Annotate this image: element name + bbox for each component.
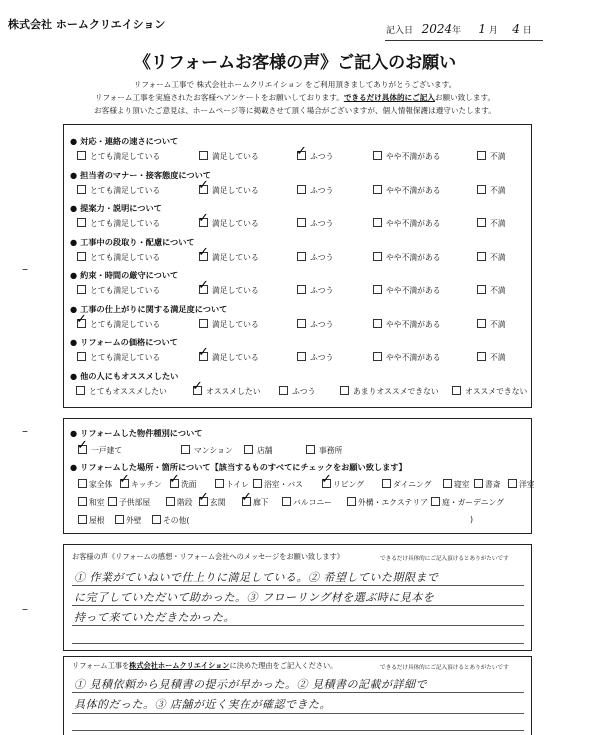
survey-option[interactable]: [199, 285, 259, 296]
place-option[interactable]: [166, 497, 193, 508]
checkbox[interactable]: [181, 445, 190, 454]
checkbox[interactable]: [477, 285, 486, 294]
checkbox[interactable]: [297, 252, 306, 261]
checkbox[interactable]: [373, 352, 382, 361]
survey-option-label: とてもオススメしたい: [89, 386, 167, 396]
place-option-label: 庭・ガーデニング: [442, 498, 504, 507]
checkbox[interactable]: [297, 218, 306, 227]
satisfaction-survey-box: [63, 124, 532, 408]
checkbox[interactable]: [373, 151, 382, 160]
survey-question-1: ● 対応・連絡の速さについて: [70, 136, 178, 147]
checkbox[interactable]: [76, 386, 85, 395]
checkbox[interactable]: [77, 151, 86, 160]
checkbox[interactable]: [282, 497, 291, 506]
checkbox[interactable]: [77, 285, 86, 294]
checkbox[interactable]: [253, 479, 262, 488]
survey-option-label: 満足している: [212, 252, 259, 262]
survey-option-label: やや不満がある: [386, 319, 441, 329]
survey-option-label: やや不満がある: [386, 286, 441, 295]
checkbox[interactable]: [115, 515, 124, 524]
checkbox[interactable]: [508, 479, 517, 488]
survey-option[interactable]: [477, 319, 506, 330]
place-option-label: その他(: [163, 516, 190, 525]
survey-option-label: 不満: [490, 152, 506, 161]
date-underline: [385, 40, 543, 41]
checkbox[interactable]: [477, 352, 486, 361]
date-label: 記入日: [386, 26, 414, 36]
survey-option[interactable]: [452, 386, 527, 397]
checkbox[interactable]: [297, 319, 306, 328]
survey-option[interactable]: [373, 218, 441, 229]
survey-option[interactable]: [297, 252, 333, 263]
checkbox[interactable]: [166, 497, 175, 506]
survey-option-label: やや不満がある: [386, 185, 441, 195]
intro-line-2c: お願い致します。: [434, 93, 496, 102]
property-option-label: マンション: [194, 446, 233, 455]
survey-option-label: やや不満がある: [386, 152, 441, 161]
survey-option-label: とても満足している: [90, 185, 161, 195]
place-option-label: 玄関: [210, 498, 226, 507]
survey-option-label: 不満: [490, 286, 506, 295]
place-option-label: 外壁: [126, 516, 142, 525]
intro-line-2: [0, 91, 590, 104]
reason-text-1: ① 見積依頼から見積書の提示が早かった。② 見積書の記載が詳細で: [74, 678, 427, 691]
place-option-label: 階段: [177, 498, 193, 507]
survey-option-label: ふつう: [310, 185, 334, 195]
checkbox[interactable]: [77, 218, 86, 227]
other-close-paren: ): [470, 515, 474, 524]
checked-checkbox[interactable]: [170, 479, 179, 488]
survey-option-label: 不満: [490, 353, 506, 362]
survey-option[interactable]: [193, 386, 261, 397]
checkbox[interactable]: [373, 319, 382, 328]
survey-option[interactable]: [199, 218, 259, 229]
survey-option-label: 満足している: [212, 353, 259, 362]
place-option[interactable]: [508, 479, 535, 490]
survey-option[interactable]: [77, 319, 160, 330]
survey-option-label: とても満足している: [90, 286, 161, 295]
survey-option[interactable]: [297, 319, 333, 330]
place-option[interactable]: [382, 479, 431, 490]
write-line: [72, 730, 524, 731]
survey-option[interactable]: [477, 185, 506, 196]
place-option-label: 洋室: [519, 480, 535, 489]
reason-label-b: に決めた理由をご記入ください。: [229, 661, 338, 670]
place-option[interactable]: [282, 497, 332, 508]
checkbox[interactable]: [77, 185, 86, 194]
survey-option[interactable]: [297, 352, 333, 363]
company-name: 株式会社 ホームクリエイション: [8, 18, 166, 31]
survey-option-label: 不満: [490, 252, 506, 262]
survey-option-label: ふつう: [310, 252, 334, 262]
survey-option[interactable]: [477, 352, 506, 363]
place-option[interactable]: [120, 479, 162, 490]
checkbox[interactable]: [77, 252, 86, 261]
property-question: ● リフォームした物件種別について: [70, 428, 202, 439]
checkbox[interactable]: [477, 218, 486, 227]
survey-option-label: 満足している: [212, 319, 259, 329]
checkbox[interactable]: [215, 479, 224, 488]
place-option-label: 和室: [89, 498, 105, 507]
place-option[interactable]: [443, 479, 470, 490]
survey-option[interactable]: [199, 185, 259, 196]
survey-question-2: ● 担当者のマナー・接客態度について: [70, 170, 211, 181]
write-line: [72, 605, 524, 606]
write-line: [72, 625, 524, 626]
survey-option-label: とても満足している: [90, 219, 161, 228]
survey-option[interactable]: [373, 285, 441, 296]
survey-option[interactable]: [77, 185, 160, 196]
place-option[interactable]: [242, 497, 269, 508]
date-year: 2024: [421, 22, 453, 36]
place-option-label: 洗面: [181, 480, 197, 489]
survey-option[interactable]: [373, 252, 441, 263]
margin-mark: –: [22, 424, 28, 438]
survey-option[interactable]: [373, 185, 441, 196]
checkbox[interactable]: [78, 479, 87, 488]
survey-option-label: 満足している: [212, 185, 259, 195]
checked-checkbox[interactable]: [242, 497, 251, 506]
margin-mark: –: [22, 602, 28, 616]
place-option-label: リビング: [333, 480, 365, 489]
property-option[interactable]: [306, 445, 342, 456]
checkbox[interactable]: [78, 497, 87, 506]
survey-option[interactable]: [477, 285, 506, 296]
write-line: [72, 585, 524, 586]
reason-company: 株式会社ホームクリエイション: [129, 661, 230, 670]
place-option-label: 屋根: [89, 516, 105, 525]
survey-option-label: 満足している: [212, 152, 259, 161]
survey-option[interactable]: [77, 352, 160, 363]
place-option-label: バルコニー: [293, 498, 332, 507]
survey-option-label: やや不満がある: [386, 252, 441, 262]
checkbox[interactable]: [373, 252, 382, 261]
survey-option[interactable]: [297, 218, 333, 229]
places-question: ● リフォームした場所・箇所について【該当するものすべてにチェックをお願い致します】: [70, 462, 407, 473]
checked-checkbox[interactable]: [120, 479, 129, 488]
survey-option-label: やや不満がある: [386, 353, 441, 362]
survey-option-label: ふつう: [310, 319, 334, 329]
date-month-unit: 月: [488, 26, 498, 36]
checkbox[interactable]: [77, 352, 86, 361]
checked-checkbox[interactable]: [193, 386, 202, 395]
checkbox[interactable]: [347, 497, 356, 506]
checked-checkbox[interactable]: [297, 151, 306, 160]
survey-option[interactable]: [199, 319, 259, 330]
checked-checkbox[interactable]: [199, 352, 208, 361]
survey-question-8: ● 他の人にもオススメしたい: [70, 371, 178, 382]
place-option-label: 外構・エクステリア: [358, 498, 428, 507]
intro-line-2a: リフォーム工事を実施されたお客様へアンケートをお願いしております。: [94, 93, 344, 102]
checkbox[interactable]: [199, 319, 208, 328]
checkbox[interactable]: [297, 352, 306, 361]
checkbox[interactable]: [477, 151, 486, 160]
survey-option-label: とても満足している: [90, 152, 161, 161]
intro-line-3: お客様より頂いたご意見は、ホームページ等に掲載させて頂く場合がございますが、個人情報保護は遵守いたします。: [94, 106, 496, 115]
customer-voice-text-3: 持って来ていただきたかった。: [74, 611, 235, 624]
reason-label: [72, 661, 337, 671]
checkbox[interactable]: [297, 185, 306, 194]
page-title: 《リフォームお客様の声》ご記入のお願い: [133, 53, 457, 73]
customer-voice-label: お客様の声《リフォームの感想・リフォーム会社へのメッセージをお願い致します》: [72, 552, 344, 561]
checkbox[interactable]: [279, 386, 288, 395]
write-line: [72, 692, 524, 693]
reason-label-a: リフォーム工事を: [72, 661, 130, 670]
survey-option-label: オススメしたい: [206, 386, 261, 396]
place-option[interactable]: [152, 515, 189, 526]
property-option[interactable]: [244, 445, 273, 456]
place-option[interactable]: [215, 479, 249, 490]
write-line: [72, 643, 524, 644]
survey-question-6: ● 工事の仕上がりに関する満足度について: [70, 304, 227, 315]
checkbox[interactable]: [244, 445, 253, 454]
place-option[interactable]: [474, 479, 501, 490]
customer-voice-text-2: に完了していただいて助かった。③ フローリング材を選ぶ時に見本を: [74, 591, 435, 604]
place-option-label: ダイニング: [393, 480, 432, 489]
checkbox[interactable]: [474, 479, 483, 488]
property-option[interactable]: [78, 445, 122, 456]
place-option-label: キッチン: [131, 480, 162, 489]
place-option-label: 子供部屋: [119, 498, 151, 507]
survey-option[interactable]: [77, 218, 160, 229]
survey-option-label: とても満足している: [90, 319, 161, 329]
customer-voice-text-1: ① 作業がていねいで仕上りに満足している。② 希望していた期限まで: [74, 571, 439, 584]
property-option[interactable]: [181, 445, 233, 456]
property-option-label: 事務所: [319, 446, 343, 455]
place-option[interactable]: [199, 497, 226, 508]
checked-checkbox[interactable]: [199, 285, 208, 294]
survey-option-label: ふつう: [310, 353, 334, 362]
survey-question-4: ● 工事中の段取り・配慮について: [70, 237, 195, 248]
intro-line-1: リフォーム工事で 株式会社ホームクリエイション をご利用頂きましてありがとうございます。: [133, 80, 457, 89]
checkbox[interactable]: [340, 386, 349, 395]
checked-checkbox[interactable]: [199, 497, 208, 506]
checkbox[interactable]: [452, 386, 461, 395]
checked-checkbox[interactable]: [199, 185, 208, 194]
date-day: 4: [512, 22, 520, 36]
survey-option[interactable]: [477, 218, 506, 229]
checkbox[interactable]: [78, 515, 87, 524]
date-day-unit: 日: [522, 26, 532, 36]
survey-option[interactable]: [199, 151, 259, 162]
survey-question-3: ● 提案力・説明について: [70, 203, 162, 214]
checkbox[interactable]: [382, 479, 391, 488]
checkbox[interactable]: [373, 218, 382, 227]
place-option-label: 書斎: [485, 480, 501, 489]
checked-checkbox[interactable]: [322, 479, 331, 488]
intro-text: [0, 78, 590, 117]
checkbox[interactable]: [477, 185, 486, 194]
survey-option-label: やや不満がある: [386, 219, 441, 228]
survey-option[interactable]: [199, 352, 259, 363]
property-option-label: 一戸建て: [91, 446, 123, 455]
survey-option-label: 満足している: [212, 219, 259, 228]
place-option[interactable]: [78, 497, 105, 508]
place-option-label: 寝室: [454, 480, 470, 489]
survey-option-label: 不満: [490, 319, 506, 329]
checkbox[interactable]: [373, 285, 382, 294]
place-option[interactable]: [78, 515, 105, 526]
survey-option[interactable]: [340, 386, 439, 397]
write-line: [72, 713, 524, 714]
checkbox[interactable]: [443, 479, 452, 488]
checkbox[interactable]: [306, 445, 315, 454]
checked-checkbox[interactable]: [78, 445, 87, 454]
survey-option[interactable]: [373, 319, 441, 330]
place-option-label: 廊下: [253, 498, 269, 507]
checkbox[interactable]: [477, 319, 486, 328]
property-option-label: 店舗: [257, 446, 273, 455]
place-option[interactable]: [322, 479, 364, 490]
survey-option-label: 不満: [490, 185, 506, 195]
survey-option-label: とても満足している: [90, 353, 161, 362]
survey-option-label: ふつう: [292, 386, 316, 396]
checked-checkbox[interactable]: [199, 252, 208, 261]
place-option[interactable]: [347, 497, 428, 508]
place-option[interactable]: [115, 515, 142, 526]
checkbox[interactable]: [373, 185, 382, 194]
survey-option-label: オススメできない: [465, 386, 528, 396]
survey-question-5: ● 約束・時間の厳守について: [70, 270, 178, 281]
intro-emphasis: できるだけ具体的にご記入: [343, 93, 435, 102]
place-option-label: トイレ: [226, 480, 250, 489]
survey-option[interactable]: [77, 285, 160, 296]
survey-option[interactable]: [279, 386, 315, 397]
reason-text-2: 具体的だった。③ 店舗が近く実在が確認できた。: [74, 698, 331, 711]
customer-voice-note: できるだけ具体的にご記入頂けるとありがたいです: [380, 556, 509, 562]
survey-option-label: ふつう: [310, 219, 334, 228]
place-option[interactable]: [253, 479, 303, 490]
checkbox[interactable]: [431, 497, 440, 506]
survey-option[interactable]: [373, 151, 441, 162]
checked-checkbox[interactable]: [199, 218, 208, 227]
survey-option-label: ふつう: [310, 286, 334, 295]
date-year-unit: 年: [452, 26, 462, 36]
survey-option-label: とても満足している: [90, 252, 161, 262]
survey-option-label: 満足している: [212, 286, 259, 295]
survey-option[interactable]: [373, 352, 441, 363]
checkbox[interactable]: [108, 497, 117, 506]
survey-option-label: あまりオススメできない: [353, 386, 439, 396]
survey-option[interactable]: [477, 252, 506, 263]
margin-mark: –: [22, 262, 28, 276]
survey-option[interactable]: [477, 151, 506, 162]
checkbox[interactable]: [477, 252, 486, 261]
survey-option[interactable]: [76, 386, 167, 397]
checkbox[interactable]: [152, 515, 161, 524]
place-option-label: 浴室・バス: [264, 480, 303, 489]
survey-option[interactable]: [199, 252, 259, 263]
survey-question-7: ● リフォームの価格について: [70, 337, 178, 348]
place-option-label: 家全体: [89, 480, 113, 489]
entry-date: [386, 22, 532, 36]
checkbox[interactable]: [199, 151, 208, 160]
survey-option[interactable]: [297, 285, 333, 296]
survey-option[interactable]: [297, 185, 333, 196]
place-option[interactable]: [170, 479, 197, 490]
place-option[interactable]: [78, 479, 112, 490]
survey-option[interactable]: [77, 151, 160, 162]
survey-option-label: ふつう: [310, 152, 334, 161]
date-month: 1: [478, 22, 486, 36]
reason-note: できるだけ具体的にご記入頂けるとありがたいです: [380, 665, 509, 671]
survey-option[interactable]: [77, 252, 160, 263]
survey-option-label: 不満: [490, 219, 506, 228]
checkbox[interactable]: [297, 285, 306, 294]
place-option[interactable]: [431, 497, 504, 508]
place-option[interactable]: [108, 497, 150, 508]
checked-checkbox[interactable]: [77, 319, 86, 328]
survey-option[interactable]: [297, 151, 333, 162]
